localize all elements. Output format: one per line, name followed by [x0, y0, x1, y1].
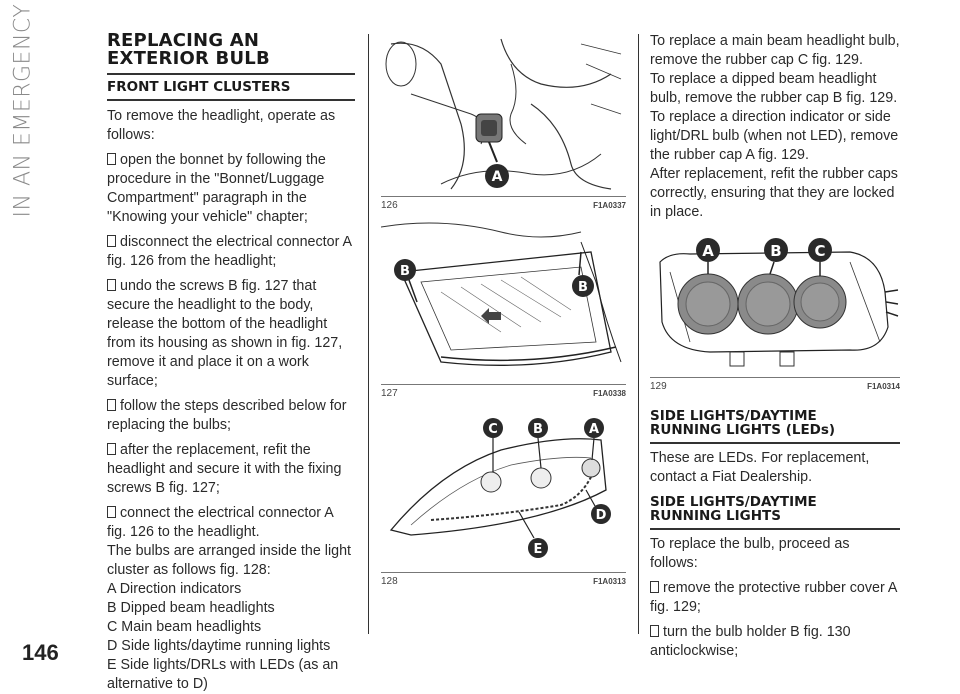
figure-label: B	[770, 242, 782, 260]
paragraph: After replacement, refit the rubber caps correctly, ensuring that they are locked in place.	[650, 166, 898, 220]
subsection-title: FRONT LIGHT CLUSTERS	[107, 79, 291, 95]
figure-126-illustration	[381, 34, 626, 192]
figure-code: F1A0337	[593, 201, 626, 210]
after-text: The bulbs are arranged inside the light cluster as follows fig. 128:	[107, 543, 351, 578]
figure-127-illustration	[381, 222, 626, 380]
column-3	[650, 32, 900, 222]
caption-rule	[381, 196, 626, 197]
page-number: 146	[22, 640, 59, 665]
subtitle-rule	[650, 528, 900, 530]
checkbox-bullet-icon	[107, 399, 116, 411]
subsection-title: SIDE LIGHTS/DAYTIME RUNNING LIGHTS (LEDs)	[650, 408, 836, 438]
figure-code: F1A0338	[593, 389, 626, 398]
list-item: open the bonnet by following the procedure in the "Bonnet/Luggage Compartment" paragraph in the "Knowing your vehicle" chapter;	[107, 152, 326, 225]
figure-label: A	[588, 422, 600, 437]
subtitle-rule	[650, 442, 900, 444]
side-title: IN AN EMERGENCY	[10, 3, 36, 218]
figure-129	[650, 232, 900, 395]
caption-rule	[650, 377, 900, 378]
figure-label: B	[533, 422, 543, 437]
bulb-list-item: D Side lights/daytime running lights	[107, 638, 331, 654]
checkbox-bullet-icon	[107, 506, 116, 518]
intro-text: To remove the headlight, operate as follows:	[107, 108, 336, 143]
checkbox-bullet-icon	[650, 581, 659, 593]
paragraph: To replace a dipped beam headlight bulb, remove the rubber cap B fig. 129.	[650, 71, 898, 106]
figure-label: A	[702, 242, 714, 260]
figure-label: B	[400, 264, 410, 279]
column-1	[107, 32, 355, 694]
caption-rule	[381, 572, 626, 573]
figure-label: C	[488, 422, 498, 437]
checkbox-bullet-icon	[107, 443, 116, 455]
figure-label: D	[595, 508, 607, 523]
subtitle-rule	[107, 99, 355, 101]
figure-label: A	[491, 169, 503, 185]
section-title: REPLACING AN EXTERIOR BULB	[107, 30, 270, 69]
list-item: follow the steps described below for replacing the bulbs;	[107, 398, 347, 433]
paragraph: To replace a direction indicator or side light/DRL bulb (when not LED), remove the rubber cap A fig. 129.	[650, 109, 899, 163]
checkbox-bullet-icon	[107, 279, 116, 291]
bulb-list-item: E Side lights/DRLs with LEDs (as an alternative to D)	[107, 657, 339, 692]
figure-number: 127	[381, 388, 398, 399]
figure-128	[381, 410, 626, 590]
column-divider-1	[368, 34, 369, 634]
figure-code: F1A0314	[867, 382, 900, 391]
paragraph: These are LEDs. For replacement, contact a Fiat Dealership.	[650, 450, 870, 485]
figure-number: 129	[650, 381, 667, 392]
list-item: turn the bulb holder B fig. 130 anticlockwise;	[650, 624, 851, 659]
figure-number: 128	[381, 576, 398, 587]
figure-128-illustration	[381, 410, 626, 568]
figure-129-illustration	[650, 232, 900, 374]
figure-label: B	[578, 280, 588, 295]
figure-code: F1A0313	[593, 577, 626, 586]
paragraph: To replace the bulb, proceed as follows:	[650, 536, 850, 571]
list-item: connect the electrical connector A fig. 126 to the headlight.	[107, 505, 333, 540]
figure-label: C	[814, 242, 826, 260]
title-rule	[107, 73, 355, 75]
figure-number: 126	[381, 200, 398, 211]
figure-127	[381, 222, 626, 402]
checkbox-bullet-icon	[107, 235, 116, 247]
checkbox-bullet-icon	[650, 625, 659, 637]
list-item: after the replacement, refit the headlight and secure it with the fixing screws B fig. 127;	[107, 442, 342, 496]
caption-rule	[381, 384, 626, 385]
list-item: undo the screws B fig. 127 that secure the headlight to the body, release the bottom of the headlight from its housing as shown in fig. 127, remove it and place it on a work surface;	[107, 278, 343, 389]
list-item: disconnect the electrical connector A fig. 126 from the headlight;	[107, 234, 352, 269]
figure-label: E	[533, 542, 543, 557]
bulb-list-item: C Main beam headlights	[107, 619, 262, 635]
figure-126	[381, 34, 626, 214]
subsection-title: SIDE LIGHTS/DAYTIME RUNNING LIGHTS	[650, 494, 817, 524]
checkbox-bullet-icon	[107, 153, 116, 165]
bulb-list-item: A Direction indicators	[107, 581, 242, 597]
bulb-list-item: B Dipped beam headlights	[107, 600, 275, 616]
column-3-lower	[650, 409, 900, 661]
paragraph: To replace a main beam headlight bulb, remove the rubber cap C fig. 129.	[650, 33, 900, 68]
column-divider-2	[638, 34, 639, 634]
list-item: remove the protective rubber cover A fig. 129;	[650, 580, 897, 615]
